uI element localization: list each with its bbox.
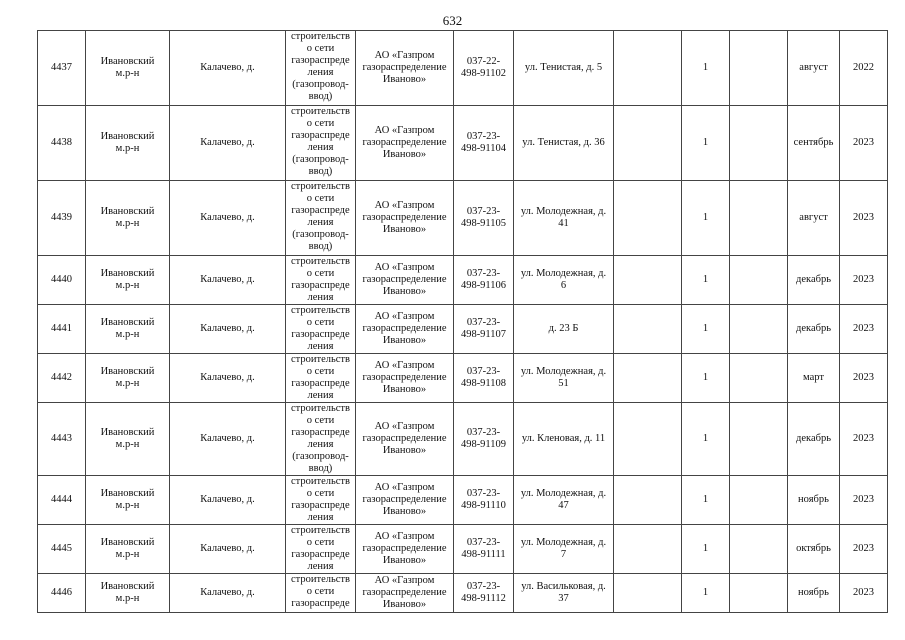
- cell-empty-2: [730, 525, 788, 574]
- table-row: [38, 354, 888, 403]
- cell-year: 2023: [840, 256, 888, 305]
- cell-empty-1: [614, 574, 682, 613]
- cell-month: декабрь: [788, 256, 840, 305]
- table-row: [38, 31, 888, 106]
- cell-year: 2023: [840, 574, 888, 613]
- cell-operator: АО «Газпром газораспределение Иваново»: [356, 354, 454, 403]
- cell-empty-1: [614, 256, 682, 305]
- table-row: [38, 476, 888, 525]
- cell-quantity: 1: [682, 476, 730, 525]
- cell-empty-2: [730, 106, 788, 181]
- cell-locality: Калачево, д.: [170, 354, 286, 403]
- cell-quantity: 1: [682, 525, 730, 574]
- cell-year: 2023: [840, 403, 888, 476]
- cell-year: 2023: [840, 106, 888, 181]
- cell-month: август: [788, 181, 840, 256]
- cell-locality: Калачево, д.: [170, 525, 286, 574]
- cell-code: 037-23- 498-91112: [454, 574, 514, 613]
- cell-number: 4441: [38, 305, 86, 354]
- cell-code: 037-23- 498-91110: [454, 476, 514, 525]
- cell-address: ул. Молодежная, д. 51: [514, 354, 614, 403]
- cell-district: Ивановский м.р-н: [86, 354, 170, 403]
- cell-empty-2: [730, 256, 788, 305]
- cell-quantity: 1: [682, 106, 730, 181]
- page-number: 632: [442, 13, 463, 28]
- cell-empty-1: [614, 354, 682, 403]
- table-row: [38, 256, 888, 305]
- cell-empty-1: [614, 305, 682, 354]
- cell-address: ул. Молодежная, д. 7: [514, 525, 614, 574]
- cell-district: Ивановский м.р-н: [86, 106, 170, 181]
- cell-number: 4446: [38, 574, 86, 613]
- cell-district: Ивановский м.р-н: [86, 476, 170, 525]
- cell-number: 4440: [38, 256, 86, 305]
- cell-address: ул. Молодежная, д. 41: [514, 181, 614, 256]
- cell-locality: Калачево, д.: [170, 403, 286, 476]
- cell-month: сентябрь: [788, 106, 840, 181]
- cell-work-type: строительств о сети газораспреде ления: [286, 305, 356, 354]
- table-row: [38, 181, 888, 256]
- cell-district: Ивановский м.р-н: [86, 256, 170, 305]
- cell-empty-2: [730, 403, 788, 476]
- cell-year: 2023: [840, 476, 888, 525]
- cell-code: 037-23- 498-91107: [454, 305, 514, 354]
- cell-quantity: 1: [682, 181, 730, 256]
- cell-code: 037-22- 498-91102: [454, 31, 514, 106]
- cell-work-type: строительств о сети газораспреде ления: [286, 354, 356, 403]
- cell-address: ул. Молодежная, д. 6: [514, 256, 614, 305]
- cell-empty-1: [614, 403, 682, 476]
- cell-number: 4439: [38, 181, 86, 256]
- cell-operator: АО «Газпром газораспределение Иваново»: [356, 525, 454, 574]
- cell-address: ул. Молодежная, д. 47: [514, 476, 614, 525]
- cell-empty-2: [730, 181, 788, 256]
- cell-empty-2: [730, 31, 788, 106]
- cell-locality: Калачево, д.: [170, 256, 286, 305]
- cell-work-type: строительств о сети газораспреде ления: [286, 476, 356, 525]
- cell-year: 2023: [840, 354, 888, 403]
- cell-code: 037-23- 498-91109: [454, 403, 514, 476]
- cell-quantity: 1: [682, 574, 730, 613]
- cell-work-type: строительств о сети газораспреде ления: [286, 256, 356, 305]
- cell-locality: Калачево, д.: [170, 181, 286, 256]
- table-row: [38, 525, 888, 574]
- cell-work-type: строительств о сети газораспреде ления: [286, 525, 356, 574]
- cell-district: Ивановский м.р-н: [86, 403, 170, 476]
- cell-empty-1: [614, 476, 682, 525]
- cell-district: Ивановский м.р-н: [86, 525, 170, 574]
- cell-code: 037-23- 498-91108: [454, 354, 514, 403]
- cell-locality: Калачево, д.: [170, 31, 286, 106]
- cell-year: 2022: [840, 31, 888, 106]
- cell-month: октябрь: [788, 525, 840, 574]
- cell-address: ул. Тенистая, д. 36: [514, 106, 614, 181]
- register-table: [37, 30, 888, 613]
- cell-empty-1: [614, 106, 682, 181]
- cell-number: 4444: [38, 476, 86, 525]
- cell-work-type: строительств о сети газораспреде: [286, 574, 356, 613]
- cell-number: 4445: [38, 525, 86, 574]
- register-table-body: [38, 31, 888, 613]
- cell-empty-1: [614, 31, 682, 106]
- cell-empty-2: [730, 305, 788, 354]
- cell-operator: АО «Газпром газораспределение Иваново»: [356, 574, 454, 613]
- cell-month: декабрь: [788, 403, 840, 476]
- cell-quantity: 1: [682, 31, 730, 106]
- cell-district: Ивановский м.р-н: [86, 181, 170, 256]
- cell-locality: Калачево, д.: [170, 574, 286, 613]
- cell-quantity: 1: [682, 403, 730, 476]
- cell-district: Ивановский м.р-н: [86, 31, 170, 106]
- cell-year: 2023: [840, 181, 888, 256]
- cell-work-type: строительств о сети газораспреде ления (газопровод- ввод): [286, 181, 356, 256]
- cell-operator: АО «Газпром газораспределение Иваново»: [356, 31, 454, 106]
- cell-operator: АО «Газпром газораспределение Иваново»: [356, 181, 454, 256]
- cell-number: 4438: [38, 106, 86, 181]
- cell-operator: АО «Газпром газораспределение Иваново»: [356, 106, 454, 181]
- cell-empty-2: [730, 574, 788, 613]
- cell-month: март: [788, 354, 840, 403]
- cell-operator: АО «Газпром газораспределение Иваново»: [356, 256, 454, 305]
- table-row: [38, 574, 888, 613]
- cell-month: август: [788, 31, 840, 106]
- cell-district: Ивановский м.р-н: [86, 574, 170, 613]
- cell-code: 037-23- 498-91111: [454, 525, 514, 574]
- cell-quantity: 1: [682, 305, 730, 354]
- cell-quantity: 1: [682, 256, 730, 305]
- cell-year: 2023: [840, 305, 888, 354]
- cell-empty-1: [614, 181, 682, 256]
- cell-year: 2023: [840, 525, 888, 574]
- cell-empty-1: [614, 525, 682, 574]
- cell-quantity: 1: [682, 354, 730, 403]
- cell-address: д. 23 Б: [514, 305, 614, 354]
- cell-work-type: строительств о сети газораспреде ления (газопровод- ввод): [286, 31, 356, 106]
- cell-locality: Калачево, д.: [170, 106, 286, 181]
- cell-code: 037-23- 498-91105: [454, 181, 514, 256]
- cell-empty-2: [730, 476, 788, 525]
- cell-locality: Калачево, д.: [170, 305, 286, 354]
- cell-locality: Калачево, д.: [170, 476, 286, 525]
- cell-number: 4442: [38, 354, 86, 403]
- cell-work-type: строительств о сети газораспреде ления (газопровод- ввод): [286, 106, 356, 181]
- cell-operator: АО «Газпром газораспределение Иваново»: [356, 403, 454, 476]
- cell-address: ул. Васильковая, д. 37: [514, 574, 614, 613]
- cell-district: Ивановский м.р-н: [86, 305, 170, 354]
- cell-month: ноябрь: [788, 574, 840, 613]
- cell-address: ул. Тенистая, д. 5: [514, 31, 614, 106]
- cell-operator: АО «Газпром газораспределение Иваново»: [356, 476, 454, 525]
- cell-empty-2: [730, 354, 788, 403]
- table-row: [38, 305, 888, 354]
- table-row: [38, 106, 888, 181]
- cell-work-type: строительств о сети газораспреде ления (газопровод- ввод): [286, 403, 356, 476]
- table-row: [38, 403, 888, 476]
- cell-number: 4437: [38, 31, 86, 106]
- cell-operator: АО «Газпром газораспределение Иваново»: [356, 305, 454, 354]
- cell-month: декабрь: [788, 305, 840, 354]
- cell-month: ноябрь: [788, 476, 840, 525]
- cell-code: 037-23- 498-91106: [454, 256, 514, 305]
- cell-address: ул. Кленовая, д. 11: [514, 403, 614, 476]
- cell-code: 037-23- 498-91104: [454, 106, 514, 181]
- cell-number: 4443: [38, 403, 86, 476]
